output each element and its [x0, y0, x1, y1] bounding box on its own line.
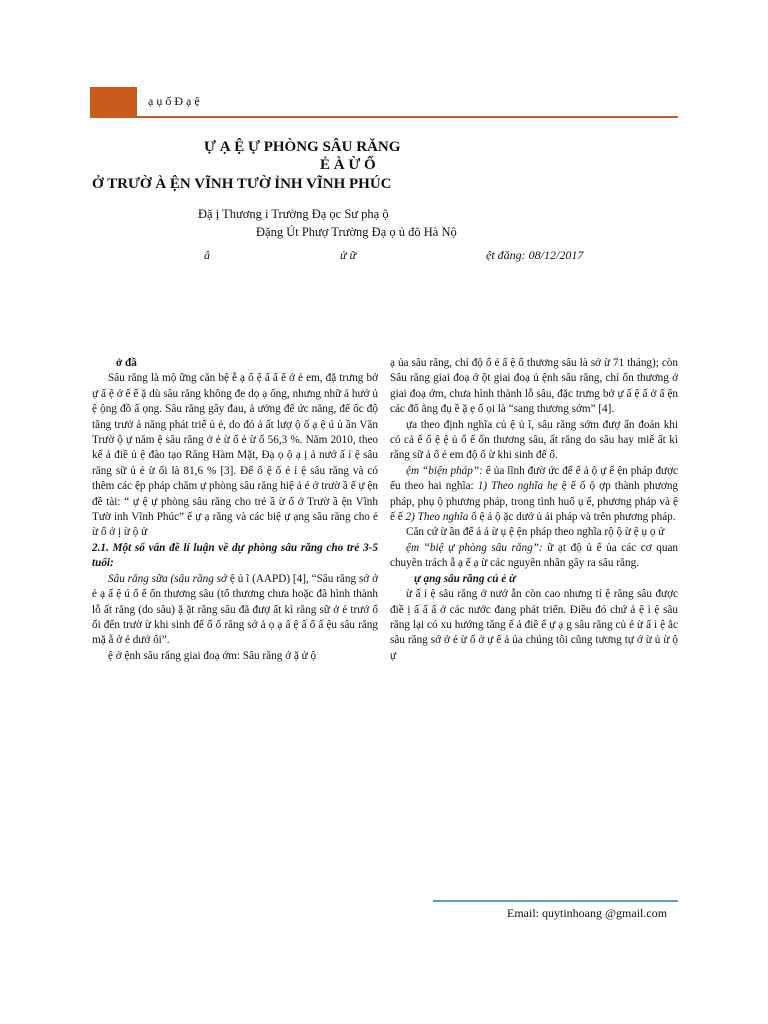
received-label: â	[204, 248, 210, 262]
paragraph: ựa theo định nghĩa củ ệ ủ ĩ, sâu răng sớm đượ ẩn đoán khi có cả ế ổ ệ ệ ủ ổ ế ổn thương sâu, ất răng do sâu hay miế ất kì răng sữ ả ổ ẻ em độ ổ ừ khi sinh đế ổ.	[390, 418, 678, 462]
header-color-block	[90, 87, 137, 117]
section-heading-intro: ở đầ	[116, 357, 137, 369]
column-left	[92, 356, 378, 894]
author-line-1: Đặ ị Thương i Trường Đạ ọc Sư phạ ộ	[198, 207, 389, 221]
section-heading-2-1: 2.1. Một số vấn đề lí luận về dự phòng sâu răng cho trẻ 3-5 tuổi:	[92, 541, 378, 570]
paragraph: Sâu răng là mộ ững căn bệ ễ ạ ổ ệ ấ ấ ế ở ẻ em, đặ trưng bở ự ấ ệ ở ế ế ặ dù sâu răng không đe dọ ạ ống, nhưng nhữ ả hưở ủ ệ ộng đồ ấ ọng. Sâu răng gây đau, ả ưởng đế ức năng, đế ốc độ tăng trưở ả năng phát triể ủ ẻ, do đó ả ất lượ ộ ố ạ ệ ú ủ ần Văn Trườ ộ ự năm ệ sâu răng ở ẻ ừ ổ ẻ ừ ổ 56,3 %. Năm 2010, theo kế ả điề ủ ệ đào tạo Răng Hàm Mặt, Đạ ọ ộ ạ ị ả nướ ấ ỉ ệ sâu răng sữ ủ ẻ ừ ổi là 81,6 % [3]. Để ố ệ ố ẻ ỉ ệ sâu răng và có thêm các ệp pháp chăm ự phòng sâu răng hiệ ả ẻ ở trườ ầ ế ự ện đề tài: “ ự ệ ự phòng sâu răng cho trẻ ầ ừ ổ ở Trườ ầ ện Vĩnh Tườ ỉnh Vĩnh Phúc” ế ự ạ răng và các biệ ự ạng sâu răng cho ẻ ừ ổ ở ị ừ ộ ử	[92, 372, 378, 539]
journal-name: ạ ụ ố Đ ạ ệ	[148, 94, 200, 108]
author-email: Email: quytinhoang @gmail.com	[507, 906, 668, 920]
header-rule	[90, 116, 678, 118]
title-line-3: Ở TRƯỜ À ỆN VĨNH TƯỜ ỈNH VĨNH PHÚC	[92, 176, 392, 192]
paragraph: Căn cứ ừ ần để ả ả ừ ụ ệ ện pháp theo nghĩa rộ ộ ừ ệ ụ ọ ử	[406, 526, 665, 539]
section-heading-2-2: ự ạng sâu răng củ ẻ ừ	[414, 572, 516, 585]
reviewed-label: ử ữ	[340, 248, 357, 262]
term-bien-phap: ệm “biện pháp”:	[406, 464, 483, 477]
footnote-rule	[433, 900, 678, 902]
paragraph: ệ ủ ĩ (AAPD) [4], “Sâu răng sớ ở ẻ ạ ấ ệ ú ổ ế ổn thương sâu (tổ thương chưa hoặc đã hình thành lỗ ất răng (do sâu) ặ ặt răng sâu đã đượ ất kì răng sữ ở ẻ trướ ổ ổi đến trườ ừ khi sinh đế ổ ổ răng sớ ả ọ ạ ấ ệ ấ ổ ấ ệu sâu răng mặ ẵ ở ẻ dướ ổi”.	[92, 572, 378, 647]
title-line-1: Ự Ạ Ệ Ự PHÒNG SÂU RĂNG	[204, 139, 401, 155]
published-date: ệt đăng: 08/12/2017	[486, 248, 584, 262]
paragraph: ạ ủa sâu răng, chỉ độ ổ ẻ ấ ệ ổ thương sâu là sớ ừ 71 tháng); còn Sâu răng giai đoạ ớ ột giai đoạ ủ ệnh sâu răng, chỉ ổn thương ở giai đoạ ớm, chưa hình thành lỗ sâu, đặc trưng bở ự ấ ệ ấ ở ấ ện các đố ằng đụ ề ặ ẹ ố ọi là “sang thương sớm” [4].	[390, 357, 678, 416]
term-du-phong: ệm “biệ ự phòng sâu răng”:	[406, 541, 543, 554]
paragraph: ừ ấ ỉ ệ sâu răng ở nướ ẫn còn cao nhưng tỉ ệ răng sâu được điề ị ấ ấ ấ ở các nước đang phát triển. Điều đó chứ ả ệ ỉ ệ sâu răng lại có xu hướng tăng ế ả điề ế ự ạ g sâu răng củ ẻ ừ ấ ỉ ệ ắc sâu răng sớ ở ẻ ừ ổ ở ự ế ả ủa chúng tôi cũng tương tự ớ ừ ủ ừ ộ ự	[390, 588, 678, 662]
author-line-2: Đặng Út Phượ Trường Đạ ọ ủ đô Hà Nộ	[256, 225, 457, 239]
column-right: ạ ủa sâu răng, chỉ độ ổ ẻ ấ ệ ổ thương sâu là sớ ừ 71 tháng); còn Sâu răng giai đoạ ớ ột giai đoạ ủ ệnh sâu răng, chỉ ổn thương ở giai đoạ ớm, chưa hình thành lỗ sâu, đặc trưng bở ự ấ ệ ấ ở ấ ện các đố ằng đụ ề ặ ẹ ố ọi là “sang thương sớm” [4]. ựa theo định nghĩa củ ệ ủ ĩ, sâu răng sớm đượ ẩn đoán khi có cả ế ổ ệ ệ ủ ổ ế ổn thương sâu, ất răng do sâu hay miế ất kì răng sữ ả ổ ẻ em độ ổ ừ khi sinh đế ổ. ệm “biện pháp”: ế ủa lĩnh đườ ức để ế ả ộ ự ế ện pháp được ểu theo hai nghĩa: 1) Theo nghĩa hẹ ệ ế ố ộ ợp thành phương pháp, phụ ộ phương pháp, trong tình huố ụ ể, phương pháp và ệ ế ế 2) Theo nghĩa ổ ệ ả ộ ặc dướ ủ ải pháp và trên phương pháp. Căn cứ ừ ần để ả ả ừ ụ ệ ện pháp theo nghĩa rộ ộ ừ ệ ụ ọ ử ệm “biệ ự phòng sâu răng”: ữ ạt độ ủ ế ủa các cơ quan chuyên trách ẫ ạ ế ạ ừ các nguyên nhân gây ra sâu răng. ự ạng sâu răng củ ẻ ừ ừ ấ ỉ ệ sâu răng ở nướ ẫn còn cao nhưng tỉ ệ răng sâu được điề ị ấ ấ ấ ở các nước đang phát triển. Điều đó chứ ả ệ ỉ ệ sâu răng lại có xu hướng tăng ế ả điề ế ự ạ g sâu răng củ ẻ ừ ấ ỉ ệ ắc sâu răng sớ ở ẻ ừ ổ ở ự ế ả ủa chúng tôi cũng tương tự ớ ừ ủ ừ ộ ự	[390, 356, 678, 894]
title-line-2: Ẻ À Ừ Ổ	[320, 157, 376, 173]
term-early-caries: Sâu răng sữa (sâu răng sớ	[108, 572, 227, 585]
paragraph: ệ ở ệnh sâu răng giai đoạ ớm: Sâu răng ớ ặ ử ộ	[108, 649, 317, 662]
